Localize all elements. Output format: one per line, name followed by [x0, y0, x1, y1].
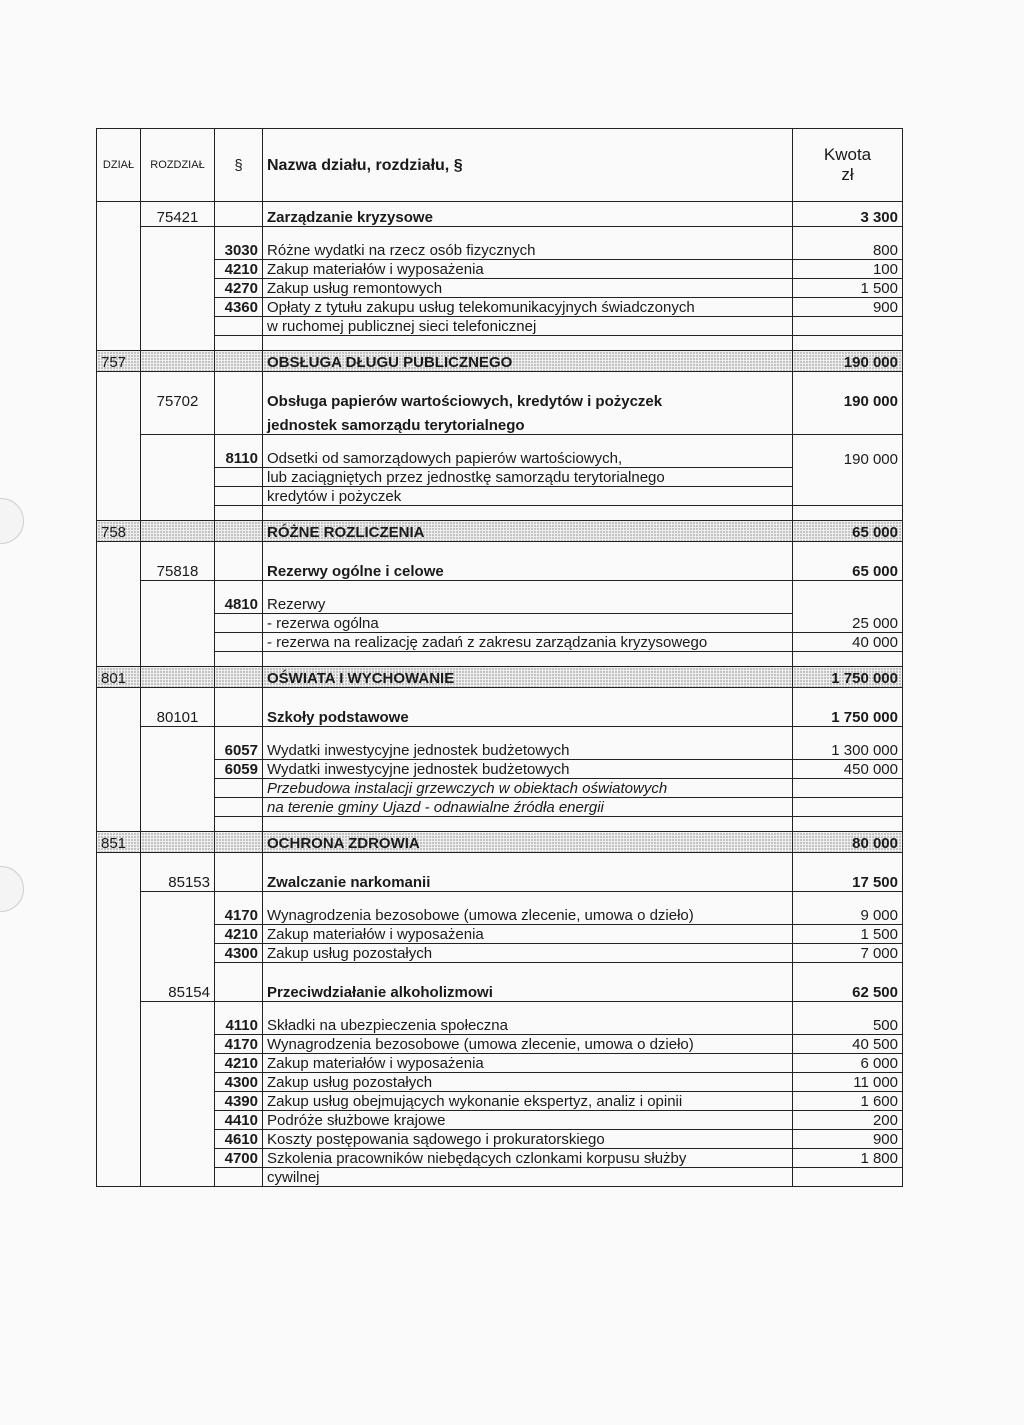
paragraf-name: Wynagrodzenia bezosobowe (umowa zlecenie, umowa o dzieło)	[263, 1035, 793, 1054]
table-row	[97, 741, 903, 760]
rozdzial-amount: 3 300	[793, 202, 903, 227]
rozdzial-amount: 65 000	[793, 556, 903, 581]
table-row	[97, 702, 903, 727]
punch-hole	[0, 498, 24, 544]
paragraf-number: 4810	[215, 595, 263, 614]
rozdzial-amount: 1 750 000	[793, 702, 903, 727]
paragraf-name: Wynagrodzenia bezosobowe (umowa zlecenie, umowa o dzieło)	[263, 906, 793, 925]
dzial-number: 851	[97, 832, 141, 853]
paragraf-number: 4700	[215, 1149, 263, 1168]
table-row	[97, 487, 903, 506]
punch-hole	[0, 866, 24, 912]
paragraf-number: 4300	[215, 944, 263, 963]
paragraf-amount: 900	[793, 298, 903, 317]
paragraf-subitem: - rezerwa na realizację zadań z zakresu zarządzania kryzysowego	[263, 633, 793, 652]
paragraf-name: Koszty postępowania sądowego i prokuratorskiego	[263, 1130, 793, 1149]
col-header-dzial: DZIAŁ	[97, 129, 141, 202]
table-row	[97, 779, 903, 798]
paragraf-amount: 7 000	[793, 944, 903, 963]
paragraf-name: Zakup materiałów i wyposażenia	[263, 1054, 793, 1073]
table-row	[97, 760, 903, 779]
paragraf-number: 4410	[215, 1111, 263, 1130]
table-row	[97, 1092, 903, 1111]
dzial-row	[97, 667, 903, 688]
table-row	[97, 556, 903, 581]
paragraf-name-continued: w ruchomej publicznej sieci telefonicznej	[263, 317, 793, 336]
paragraf-name: Odsetki od samorządowych papierów wartościowych,	[263, 449, 793, 468]
paragraf-number: 4170	[215, 1035, 263, 1054]
table-row	[97, 468, 903, 487]
dzial-name: OBSŁUGA DŁUGU PUBLICZNEGO	[263, 351, 793, 372]
table-row	[97, 317, 903, 336]
paragraf-name: Zakup usług pozostałych	[263, 944, 793, 963]
table-row	[97, 202, 903, 227]
paragraf-name: Zakup materiałów i wyposażenia	[263, 260, 793, 279]
paragraf-subitem: - rezerwa ogólna	[263, 614, 793, 633]
dzial-name: OCHRONA ZDROWIA	[263, 832, 793, 853]
paragraf-name: Wydatki inwestycyjne jednostek budżetowych	[263, 741, 793, 760]
rozdzial-number: 80101	[141, 702, 215, 727]
paragraf-number: 6057	[215, 741, 263, 760]
dzial-row	[97, 521, 903, 542]
rozdzial-number: 75702	[141, 386, 215, 410]
paragraf-number: 4300	[215, 1073, 263, 1092]
dzial-number: 801	[97, 667, 141, 688]
dzial-row	[97, 351, 903, 372]
table-row	[97, 977, 903, 1002]
rozdzial-amount: 62 500	[793, 977, 903, 1002]
rozdzial-name: Zarządzanie kryzysowe	[263, 202, 793, 227]
table-row	[97, 1016, 903, 1035]
rozdzial-name-continued: jednostek samorządu terytorialnego	[263, 410, 793, 435]
paragraf-amount: 1 500	[793, 279, 903, 298]
paragraf-name: Różne wydatki na rzecz osób fizycznych	[263, 241, 793, 260]
paragraf-name-continued: kredytów i pożyczek	[263, 487, 793, 506]
paragraf-number: 3030	[215, 241, 263, 260]
table-row	[97, 925, 903, 944]
rozdzial-amount: 190 000	[793, 386, 903, 410]
paragraf-name: Zakup usług obejmujących wykonanie ekspertyz, analiz i opinii	[263, 1092, 793, 1111]
table-row	[97, 241, 903, 260]
col-header-rozdzial: ROZDZIAŁ	[141, 129, 215, 202]
table-row	[97, 944, 903, 963]
dzial-row	[97, 832, 903, 853]
paragraf-name: Rezerwy	[263, 595, 793, 614]
paragraf-number: 4210	[215, 1054, 263, 1073]
paragraf-amount: 1 800	[793, 1149, 903, 1168]
table-header	[97, 129, 903, 202]
paragraf-number: 8110	[215, 449, 263, 468]
dzial-number: 757	[97, 351, 141, 372]
table-row	[97, 449, 903, 468]
table-row	[97, 867, 903, 892]
paragraf-number: 4610	[215, 1130, 263, 1149]
paragraf-amount: 1 300 000	[793, 741, 903, 760]
paragraf-amount: 40 500	[793, 1035, 903, 1054]
table-row	[97, 1149, 903, 1168]
rozdzial-name: Zwalczanie narkomanii	[263, 867, 793, 892]
rozdzial-name: Obsługa papierów wartościowych, kredytów i pożyczek	[263, 386, 793, 410]
paragraf-number: 4110	[215, 1016, 263, 1035]
rozdzial-number: 85153	[141, 867, 215, 892]
col-header-paragraf: §	[215, 129, 263, 202]
rozdzial-number: 85154	[141, 977, 215, 1002]
table-row	[97, 279, 903, 298]
dzial-name: OŚWIATA I WYCHOWANIE	[263, 667, 793, 688]
rozdzial-name: Szkoły podstawowe	[263, 702, 793, 727]
dzial-amount: 190 000	[793, 351, 903, 372]
rozdzial-amount: 17 500	[793, 867, 903, 892]
table-row	[97, 1073, 903, 1092]
table-row	[97, 298, 903, 317]
paragraf-number: 4270	[215, 279, 263, 298]
table-row	[97, 798, 903, 817]
dzial-amount: 80 000	[793, 832, 903, 853]
paragraf-name: Składki na ubezpieczenia społeczna	[263, 1016, 793, 1035]
budget-table	[96, 128, 903, 1187]
paragraf-number: 4390	[215, 1092, 263, 1111]
paragraf-amount: 6 000	[793, 1054, 903, 1073]
table-row	[97, 260, 903, 279]
table-row	[97, 614, 903, 633]
paragraf-name: Zakup usług pozostałych	[263, 1073, 793, 1092]
paragraf-amount: 100	[793, 260, 903, 279]
paragraf-amount: 1 600	[793, 1092, 903, 1111]
paragraf-number: 4210	[215, 925, 263, 944]
dzial-number: 758	[97, 521, 141, 542]
paragraf-amount: 9 000	[793, 906, 903, 925]
paragraf-name-continued: cywilnej	[263, 1168, 793, 1187]
table-row	[97, 595, 903, 614]
paragraf-amount: 800	[793, 241, 903, 260]
table-row	[97, 1111, 903, 1130]
paragraf-number: 4170	[215, 906, 263, 925]
paragraf-name: Podróże służbowe krajowe	[263, 1111, 793, 1130]
paragraf-name: Zakup usług remontowych	[263, 279, 793, 298]
table-row	[97, 1035, 903, 1054]
paragraf-amount: 900	[793, 1130, 903, 1149]
paragraf-number: 6059	[215, 760, 263, 779]
col-header-kwota: Kwota zł	[793, 129, 903, 202]
col-header-nazwa: Nazwa działu, rozdziału, §	[263, 129, 793, 202]
paragraf-name: Opłaty z tytułu zakupu usług telekomunikacyjnych świadczonych	[263, 298, 793, 317]
paragraf-amount: 500	[793, 1016, 903, 1035]
paragraf-number: 4210	[215, 260, 263, 279]
paragraf-name: Szkolenia pracowników niebędących czlonkami korpusu służby	[263, 1149, 793, 1168]
table-row	[97, 410, 903, 435]
paragraf-name: Wydatki inwestycyjne jednostek budżetowych	[263, 760, 793, 779]
table-row	[97, 1168, 903, 1187]
paragraf-amount: 40 000	[793, 633, 903, 652]
rozdzial-number: 75818	[141, 556, 215, 581]
dzial-amount: 65 000	[793, 521, 903, 542]
investment-note: na terenie gminy Ujazd - odnawialne źródła energii	[263, 798, 793, 817]
table-row	[97, 1130, 903, 1149]
rozdzial-number: 75421	[141, 202, 215, 227]
rozdzial-name: Rezerwy ogólne i celowe	[263, 556, 793, 581]
paragraf-amount: 25 000	[793, 614, 903, 633]
paragraf-name-continued: lub zaciągniętych przez jednostkę samorządu terytorialnego	[263, 468, 793, 487]
paragraf-amount: 1 500	[793, 925, 903, 944]
table-row	[97, 906, 903, 925]
paragraf-amount: 200	[793, 1111, 903, 1130]
paragraf-amount: 11 000	[793, 1073, 903, 1092]
table-row	[97, 386, 903, 410]
paragraf-amount: 450 000	[793, 760, 903, 779]
rozdzial-name: Przeciwdziałanie alkoholizmowi	[263, 977, 793, 1002]
paragraf-name: Zakup materiałów i wyposażenia	[263, 925, 793, 944]
dzial-name: RÓŻNE ROZLICZENIA	[263, 521, 793, 542]
investment-note: Przebudowa instalacji grzewczych w obiektach oświatowych	[263, 779, 793, 798]
dzial-amount: 1 750 000	[793, 667, 903, 688]
table-row	[97, 1054, 903, 1073]
table-row	[97, 633, 903, 652]
paragraf-number: 4360	[215, 298, 263, 317]
paragraf-amount: 190 000	[793, 449, 903, 468]
